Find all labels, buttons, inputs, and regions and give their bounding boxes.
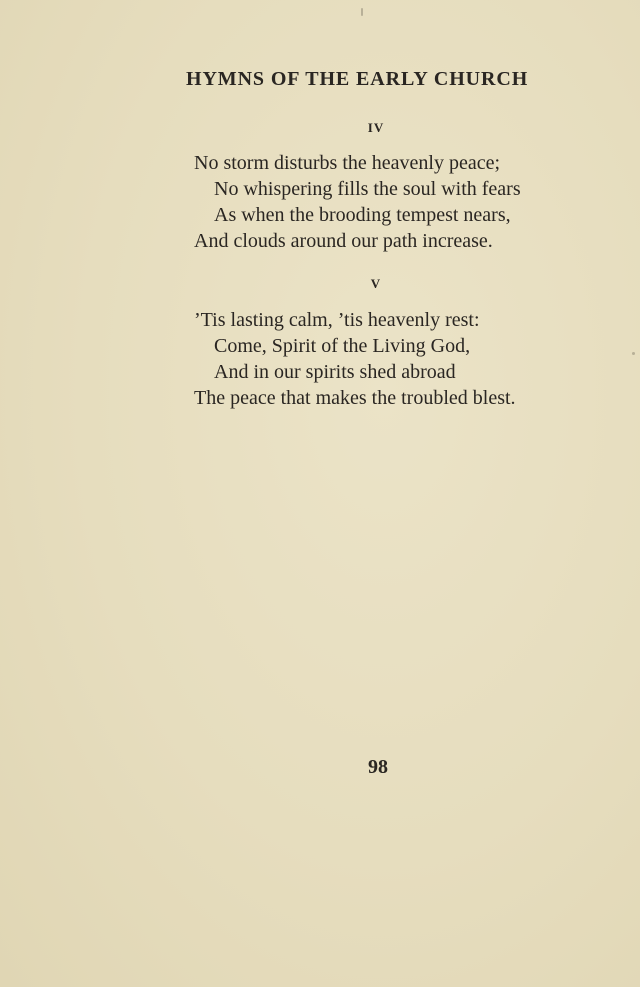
verse-line: And in our spirits shed abroad xyxy=(214,361,456,383)
stanza-iv xyxy=(194,150,574,254)
stanza-number-v: V xyxy=(370,276,382,291)
verse-line: As when the brooding tempest nears, xyxy=(214,204,511,226)
verse-line: ’Tis lasting calm, ’tis heavenly rest: xyxy=(194,309,480,331)
page-number: 98 xyxy=(368,756,388,778)
verse-line: The peace that makes the troubled blest. xyxy=(194,387,516,409)
stanza-v xyxy=(194,307,574,411)
running-head-title: HYMNS OF THE EARLY CHURCH xyxy=(186,68,529,90)
verse-line: And clouds around our path increase. xyxy=(194,230,493,252)
verse-line: No storm disturbs the heavenly peace; xyxy=(194,152,501,174)
verse-line: Come, Spirit of the Living God, xyxy=(214,335,471,357)
stanza-number-iv: IV xyxy=(367,120,385,135)
verse-line: No whispering fills the soul with fears xyxy=(214,178,521,200)
paper-speck xyxy=(632,352,635,355)
paper-speck xyxy=(361,8,363,16)
